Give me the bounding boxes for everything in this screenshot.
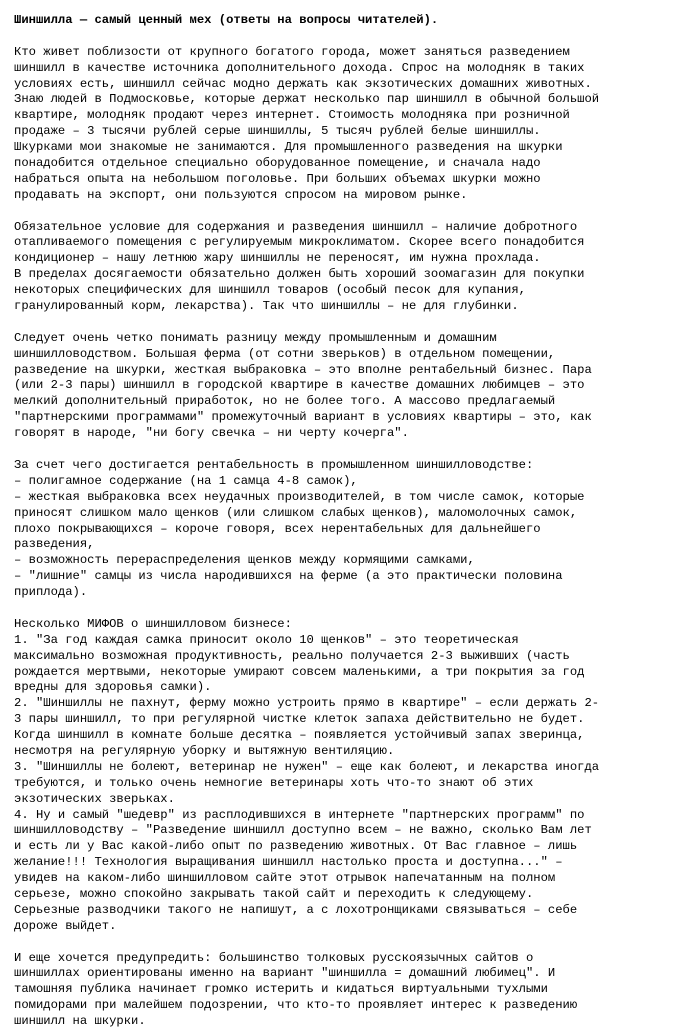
paragraph-line: шиншилл в качестве источника дополнительного дохода. Спрос на молодняк в таких — [14, 60, 585, 75]
paragraph-line: рождается мертвыми, некоторые умирают совсем маленькими, а три покрытия за год — [14, 664, 585, 679]
paragraph-line: – "лишние" самцы из числа народившихся на ферме (а это практически половина — [14, 569, 563, 584]
paragraph-line: За счет чего достигается рентабельность в промышленном шиншилловодстве: — [14, 457, 534, 472]
paragraph-line: 1. "За год каждая самка приносит около 10 щенков" – это теоретическая — [14, 632, 519, 647]
paragraph-line: В пределах досягаемости обязательно должен быть хороший зоомагазин для покупки — [14, 267, 585, 282]
paragraph-line: набраться опыта на небольшом поголовье. При больших объемах шкурки можно — [14, 171, 541, 186]
paragraph-line: говорят в народе, "ни богу свечка – ни черту кочерга". — [14, 426, 409, 441]
paragraph-line: Несколько МИФОВ о шиншилловом бизнесе: — [14, 616, 292, 631]
paragraph — [14, 220, 689, 315]
paragraph-line: шиншилловодству – "Разведение шиншилл доступно всем – не важно, сколько Вам лет — [14, 823, 592, 838]
paragraph-line: 4. Ну и самый "шедевр" из расплодившихся в интернете "партнерских программ" по — [14, 807, 585, 822]
article-title: Шиншилла — самый ценный мех (ответы на вопросы читателей). — [14, 13, 439, 27]
paragraph-spacer — [14, 204, 689, 220]
paragraph-line: гранулированный корм, лекарства). Так что шиншиллы – не для глубинки. — [14, 299, 519, 314]
paragraph-line: 2. "Шиншиллы не пахнут, ферму можно устроить прямо в квартире" – если держать 2- — [14, 696, 600, 711]
paragraph-line: и есть ли у Вас какой-либо опыт по разведению животных. От Вас главное – лишь — [14, 839, 578, 854]
paragraph-spacer — [14, 601, 689, 617]
paragraph — [14, 951, 689, 1030]
paragraph-line: дороже выйдет. — [14, 918, 117, 933]
paragraph-line: желание!!! Технология выращивания шиншилл настолько проста и доступна..." – — [14, 855, 563, 870]
paragraph-line: увидев на каком-либо шиншилловом сайте этот отрывок напечатанным на полном — [14, 871, 556, 886]
paragraph-line: разведения, — [14, 537, 95, 552]
paragraph-line: шиншиллах ориентированы именно на вариант "шиншилла = домашний любимец". И — [14, 966, 556, 981]
paragraph-line: – возможность перераспределения щенков между кормящими самками, — [14, 553, 475, 568]
paragraph-line: Когда шиншилл в комнате больше десятка – появляется устойчивый запах зверинца, — [14, 728, 585, 743]
spacer — [14, 29, 689, 45]
paragraph-line: условиях есть, шиншилл сейчас модно держать как экзотических домашних животных. — [14, 76, 592, 91]
paragraph-line: шиншилловодством. Большая ферма (от сотни зверьков) в отдельном помещении, — [14, 346, 556, 361]
paragraph-spacer — [14, 315, 689, 331]
article-body — [14, 45, 689, 1030]
paragraph-line: Серьезные разводчики такого не напишут, а с лохотронщиками связываться – себе — [14, 902, 578, 917]
paragraph-line: Знаю людей в Подмосковье, которые держат несколько пар шиншилл в обычной большой — [14, 92, 600, 107]
paragraph-line: "партнерскими программами" промежуточный вариант в условиях квартиры – это, как — [14, 410, 592, 425]
paragraph-line: – полигамное содержание (на 1 самца 4-8 самок), — [14, 473, 358, 488]
paragraph-line: Следует очень четко понимать разницу между промышленным и домашним — [14, 330, 497, 345]
paragraph-line: требуются, и только очень немногие ветеринары хоть что-то знают об этих — [14, 775, 534, 790]
paragraph-line: понадобится отдельное специально оборудованное помещение, и сначала надо — [14, 156, 541, 171]
article — [14, 13, 689, 1030]
paragraph-line: квартире, молодняк продают через интернет. Стоимость молодняка при розничной — [14, 108, 570, 123]
paragraph-line: приносят слишком мало щенков (или слишком слабых щенков), маломолочных самок, — [14, 505, 578, 520]
paragraph-line: шиншилл на шкурки. — [14, 1014, 146, 1029]
paragraph-line: приплода). — [14, 585, 88, 600]
paragraph — [14, 458, 689, 601]
paragraph-line: И еще хочется предупредить: большинство толковых русскоязычных сайтов о — [14, 950, 534, 965]
paragraph-line: отапливаемого помещения с регулируемым микроклиматом. Скорее всего понадобится — [14, 235, 585, 250]
paragraph-line: (или 2-3 пары) шиншилл в городской квартире в качестве домашних любимцев – это — [14, 378, 585, 393]
paragraph-line: мелкий дополнительный приработок, но не более того. А массово предлагаемый — [14, 394, 556, 409]
paragraph-line: продаже – 3 тысячи рублей серые шиншиллы, 5 тысяч рублей белые шиншиллы. — [14, 124, 541, 139]
paragraph-line: несмотря на регулярную уборку и вытяжную вентиляцию. — [14, 743, 395, 758]
paragraph-line: 3 пары шиншилл, то при регулярной чистке клеток запаха действительно не будет. — [14, 712, 585, 727]
paragraph-spacer — [14, 935, 689, 951]
paragraph-line: серьезе, можно спокойно закрывать такой сайт и переходить к следующему. — [14, 886, 534, 901]
paragraph — [14, 45, 689, 204]
paragraph-line: некоторых специфических для шиншилл товаров (особый песок для купания, — [14, 283, 526, 298]
paragraph-line: Кто живет поблизости от крупного богатого города, может заняться разведением — [14, 44, 570, 59]
paragraph-line: – жесткая выбраковка всех неудачных производителей, в том числе самок, которые — [14, 489, 585, 504]
paragraph-line: 3. "Шиншиллы не болеют, ветеринар не нужен" – еще как болеют, и лекарства иногда — [14, 759, 600, 774]
paragraph-line: продавать на экспорт, они пользуются спросом на мировом рынке. — [14, 187, 468, 202]
paragraph-line: Шкурками мои знакомые не занимаются. Для промышленного разведения на шкурки — [14, 140, 563, 155]
paragraph-line: тамошняя публика начинает громко истерить и кидаться виртуальными тухлыми — [14, 982, 548, 997]
paragraph-line: экзотических зверьках. — [14, 791, 175, 806]
paragraph-line: помидорами при малейшем подозрении, что кто-то проявляет интерес к разведению — [14, 998, 578, 1013]
paragraph-line: кондиционер – нашу летнюю жару шиншиллы не переносят, им нужна прохлада. — [14, 251, 541, 266]
paragraph — [14, 617, 689, 935]
paragraph-line: максимально возможная продуктивность, реально получается 2-3 выживших (часть — [14, 648, 570, 663]
paragraph-spacer — [14, 442, 689, 458]
paragraph-line: Обязательное условие для содержания и разведения шиншилл – наличие добротного — [14, 219, 578, 234]
paragraph-line: плохо покрывающихся – короче говоря, всех нерентабельных для дальнейшего — [14, 521, 541, 536]
paragraph-line: вредны для здоровья самки). — [14, 680, 212, 695]
paragraph-line: разведение на шкурки, жесткая выбраковка – это вполне рентабельный бизнес. Пара — [14, 362, 592, 377]
paragraph — [14, 331, 689, 442]
